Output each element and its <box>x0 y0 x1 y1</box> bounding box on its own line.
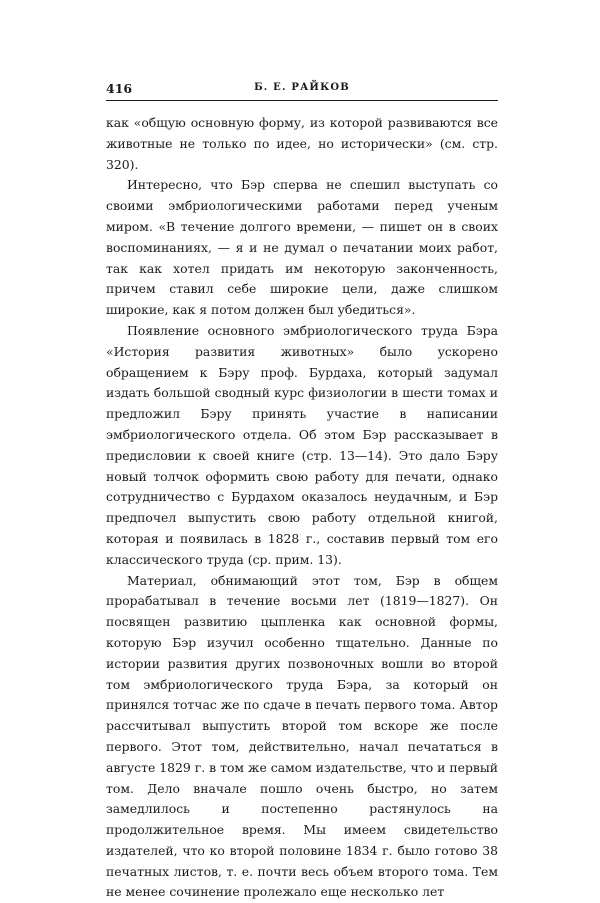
page-header <box>106 78 498 101</box>
page-body <box>106 101 498 903</box>
book-page <box>106 78 498 903</box>
paragraph: Интересно, что Бэр сперва не спешил выступать со своими эмбриологическими работами перед ученым миром. «В течение долгого времени, — пишет он в своих воспоминаниях, — я и не думал о печатании моих работ, так как хотел придать им некоторую законченность, причем ставил себе широкие цели, даже слишком широкие, как я потом должен был убедиться». <box>106 177 498 318</box>
page-number: 416 <box>106 81 133 96</box>
paragraph: Появление основного эмбриологического труда Бэра «История развития животных» было ускорено обращением к Бэру проф. Бурдаха, который задумал издать большой сводный курс физиологии в шести томах и предложил Бэру принять участие в написании эмбриологического отдела. Об этом Бэр рассказывает в предисловии к своей книге (стр. 13—14). Это дало Бэру новый толчок оформить свою работу для печати, однако сотрудничество с Бурдахом оказалось неудачным, и Бэр предпочел выпустить свою работу отдельной книгой, которая и появилась в 1828 г., составив первый том его классического труда (ср. прим. 13). <box>106 322 498 567</box>
running-head: Б. Е. РАЙКОВ <box>254 82 350 93</box>
paragraph-continuation: как «общую основную форму, из которой развиваются все животные не только по идее, но исторически» (см. стр. 320). <box>106 115 498 172</box>
paragraph: Материал, обнимающий этот том, Бэр в общем прорабатывал в течение восьми лет (1819—1827). Он посвящен развитию цыпленка как основной формы, которую Бэр изучил особенно тщательно. Данные по истории развития других позвоночных вошли во второй том эмбриологического труда Бэра, за который он принялся тотчас же по сдаче в печать первого тома. Автор рассчитывал выпустить второй том вскоре же после первого. Этот том, действительно, начал печататься в августе 1829 г. в том же самом издательстве, что и первый том. Дело вначале пошло очень быстро, но затем замедлилось и постепенно растянулось на продолжительное время. Мы имеем свидетельство издателей, что ко второй половине 1834 г. было готово 38 печатных листов, т. е. почти весь объем второго тома. Тем не менее сочинение пролежало еще несколько лет <box>106 572 498 900</box>
